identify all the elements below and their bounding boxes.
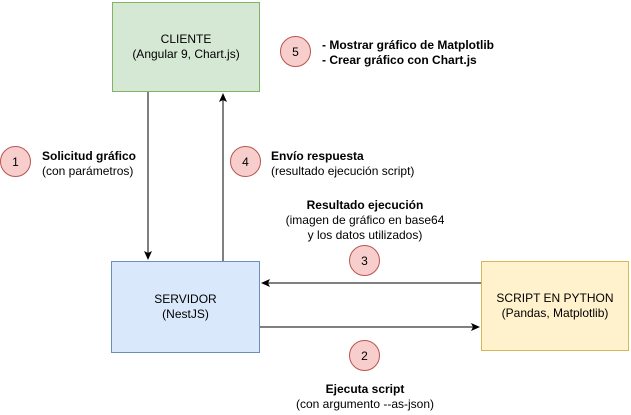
step-2-number: 2: [361, 348, 368, 363]
step-5-label: [322, 38, 494, 68]
script-title: SCRIPT EN PYTHON: [496, 291, 614, 305]
step-2-label: [280, 382, 450, 412]
client-title: CLIENTE: [160, 32, 212, 46]
step-4-title: Envío respuesta: [271, 149, 364, 163]
step-3-badge: [349, 245, 380, 276]
step-1-label: [42, 149, 136, 179]
step-5-badge: [280, 36, 311, 67]
server-subtitle: (NestJS): [162, 307, 209, 321]
step-3-detail-line1: (imagen de gráfico en base64: [285, 213, 445, 227]
step-2-title: Ejecuta script: [325, 382, 405, 396]
step-1-number: 1: [12, 154, 19, 169]
step-4-detail: (resultado ejecución script): [271, 164, 415, 178]
server-title: SERVIDOR: [154, 292, 217, 306]
client-subtitle: (Angular 9, Chart.js): [132, 47, 240, 61]
step-4-label: [271, 149, 414, 179]
step-3-number: 3: [361, 253, 368, 268]
step-3-detail-line2: y los datos utilizados): [307, 228, 423, 242]
step-2-detail: (con argumento --as-json): [295, 397, 435, 411]
step-5-line2: - Crear gráfico con Chart.js: [322, 53, 477, 67]
step-2-badge: [349, 340, 380, 371]
step-3-title: Resultado ejecución: [306, 198, 424, 212]
step-5-line1: - Mostrar gráfico de Matplotlib: [322, 38, 495, 52]
step-4-badge: [230, 146, 261, 177]
client-node: [112, 2, 260, 92]
script-subtitle: (Pandas, Matplotlib): [501, 306, 609, 320]
step-1-title: Solicitud gráfico: [42, 149, 137, 163]
step-1-detail: (con parámetros): [42, 164, 134, 178]
step-1-badge: [0, 146, 31, 177]
script-node: [481, 261, 629, 351]
step-4-number: 4: [242, 154, 249, 169]
step-5-number: 5: [292, 44, 299, 59]
server-node: [111, 261, 260, 353]
step-3-label: [270, 198, 460, 243]
